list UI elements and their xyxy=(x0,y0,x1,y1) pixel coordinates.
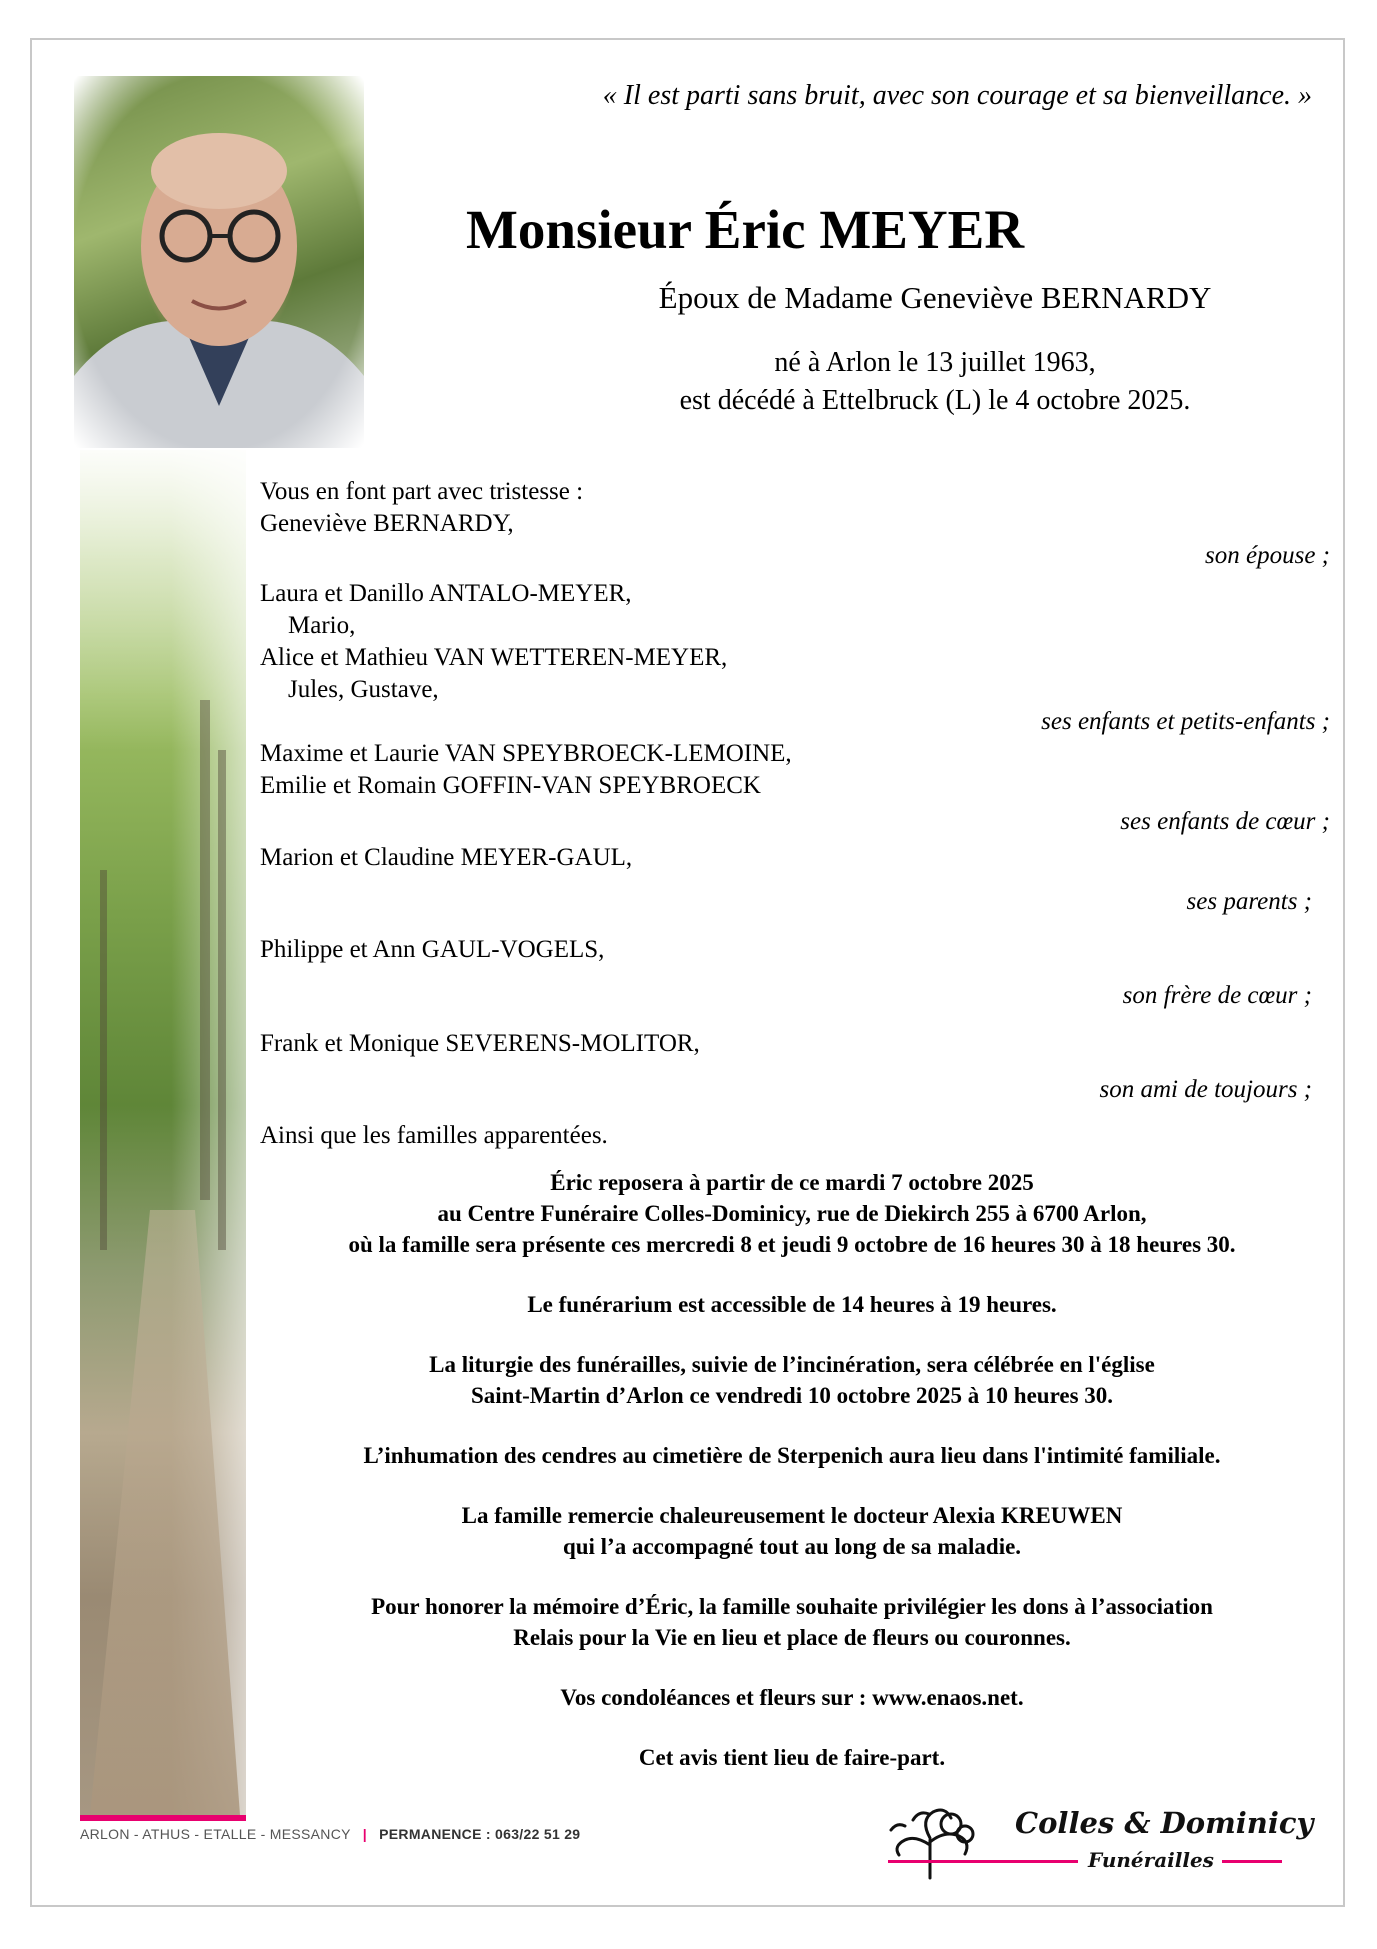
family-member: Maxime et Laurie VAN SPEYBROECK-LEMOINE, xyxy=(260,740,792,767)
brand-subtitle: Funérailles xyxy=(1088,1848,1214,1872)
family-member: Mario, xyxy=(288,612,356,639)
liturgy-line-2: Saint-Martin d’Arlon ce vendredi 10 octobre 2025 à 10 heures 30. xyxy=(470,1383,1114,1408)
family-member: Jules, Gustave, xyxy=(288,676,439,703)
donations-line-1: Pour honorer la mémoire d’Éric, la famille souhaite privilégier les dons à l’association xyxy=(371,1594,1213,1619)
footer-locations: ARLON - ATHUS - ETALLE - MESSANCY xyxy=(80,1826,351,1842)
family-member: Emilie et Romain GOFFIN-VAN SPEYBROECK xyxy=(260,772,761,799)
family-relation: son épouse ; xyxy=(1205,542,1330,569)
wake-line-2: au Centre Funéraire Colles-Dominicy, rue de Diekirch 255 à 6700 Arlon, xyxy=(437,1201,1147,1226)
family-relation: ses enfants et petits-enfants ; xyxy=(1041,708,1330,735)
death-line: est décédé à Ettelbruck (L) le 4 octobre 2025. xyxy=(679,385,1191,416)
family-member: Laura et Danillo ANTALO-MEYER, xyxy=(260,580,632,607)
thanks-line-2: qui l’a accompagné tout au long de sa maladie. xyxy=(562,1534,1022,1559)
family-member: Geneviève BERNARDY, xyxy=(260,510,514,537)
family-member: Philippe et Ann GAUL-VOGELS, xyxy=(260,936,605,963)
portrait-photo xyxy=(74,76,364,448)
family-closing: Ainsi que les familles apparentées. xyxy=(260,1122,608,1149)
spouse-line: Époux de Madame Geneviève BERNARDY xyxy=(658,280,1212,315)
liturgy-paragraph xyxy=(262,1349,1322,1411)
wake-line-3: où la famille sera présente ces mercredi 8 et jeudi 9 octobre de 16 heures 30 à 18 heures 30. xyxy=(348,1232,1236,1257)
brand-rule-left xyxy=(888,1860,1078,1863)
notice-closing: Cet avis tient lieu de faire-part. xyxy=(638,1745,946,1770)
family-relation: ses parents ; xyxy=(1186,888,1312,915)
thanks-line-1: La famille remercie chaleureusement le docteur Alexia KREUWEN xyxy=(461,1503,1123,1528)
liturgy-line-1: La liturgie des funérailles, suivie de l’incinération, sera célébrée en l'église xyxy=(429,1352,1155,1377)
family-member: Frank et Monique SEVERENS-MOLITOR, xyxy=(260,1030,700,1057)
family-relation: ses enfants de cœur ; xyxy=(1120,808,1330,835)
footer-permanence: PERMANENCE : 063/22 51 29 xyxy=(379,1826,581,1842)
birth-line: né à Arlon le 13 juillet 1963, xyxy=(774,347,1096,378)
family-relation: son frère de cœur ; xyxy=(1122,982,1312,1009)
condolences-link: Vos condoléances et fleurs sur : www.enaos.net. xyxy=(560,1685,1024,1710)
family-member: Marion et Claudine MEYER-GAUL, xyxy=(260,844,633,871)
brand-rule-right xyxy=(1222,1860,1282,1863)
tree-icon xyxy=(885,1800,1000,1885)
memorial-quote: « Il est parti sans bruit, avec son courage et sa bienveillance. » xyxy=(602,80,1312,111)
family-member: Alice et Mathieu VAN WETTEREN-MEYER, xyxy=(260,644,728,671)
donations-line-2: Relais pour la Vie en lieu et place de fleurs ou couronnes. xyxy=(513,1625,1071,1650)
funeral-details xyxy=(262,1167,1322,1802)
funerarium-hours: Le funérarium est accessible de 14 heures à 19 heures. xyxy=(527,1292,1057,1317)
accent-bar xyxy=(80,1815,246,1821)
thanks-paragraph xyxy=(262,1500,1322,1562)
footer-contact xyxy=(80,1826,580,1842)
deceased-name: Monsieur Éric MEYER xyxy=(465,199,1025,260)
burial-paragraph: L’inhumation des cendres au cimetière de Sterpenich aura lieu dans l'intimité familiale. xyxy=(363,1443,1221,1468)
family-relation: son ami de toujours ; xyxy=(1099,1076,1312,1103)
wake-paragraph xyxy=(262,1167,1322,1260)
wake-line-1: Éric reposera à partir de ce mardi 7 octobre 2025 xyxy=(550,1170,1034,1195)
footer-separator: | xyxy=(362,1826,367,1842)
life-dates xyxy=(560,344,1310,420)
forest-path-image xyxy=(80,450,246,1815)
family-intro: Vous en font part avec tristesse : xyxy=(260,478,584,505)
donations-paragraph xyxy=(262,1591,1322,1653)
brand-name: Colles & Dominicy xyxy=(1015,1806,1314,1840)
